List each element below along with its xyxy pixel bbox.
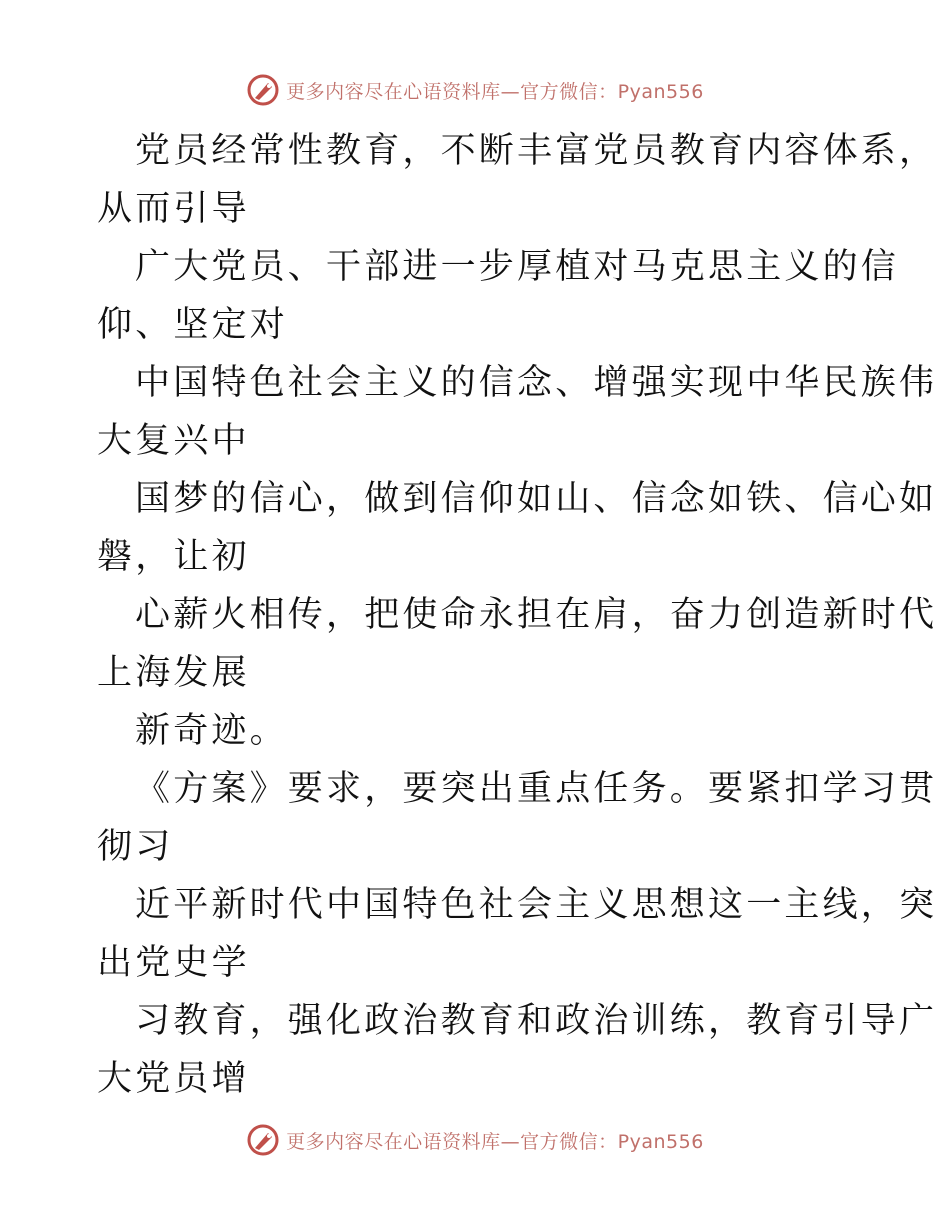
text-line: 心薪火相传，把使命永担在肩，奋力创造新时代 (135, 595, 938, 635)
text-line: 中国特色社会主义的信念、增强实现中华民族伟 (135, 363, 938, 403)
text-line: 大复兴中 (97, 421, 250, 461)
text-line: 近平新时代中国特色社会主义思想这一主线，突 (135, 885, 938, 925)
text-line: 广大党员、干部进一步厚植对马克思主义的信 (135, 247, 900, 287)
text-line: 磐，让初 (97, 537, 250, 577)
pen-nib-logo-icon (246, 73, 280, 107)
text-line: 习教育，强化政治教育和政治训练，教育引导广 (135, 1001, 938, 1041)
pen-nib-logo-icon (246, 1123, 280, 1157)
text-line: 上海发展 (97, 653, 250, 693)
text-line: 新奇迹。 (135, 711, 288, 751)
text-line: 仰、坚定对 (97, 305, 289, 345)
text-line: 国梦的信心，做到信仰如山、信念如铁、信心如 (135, 479, 938, 519)
watermark-text: 更多内容尽在心语资料库—官方微信：Pyan556 (286, 80, 704, 103)
text-line: 从而引导 (97, 189, 250, 229)
text-line: 党员经常性教育，不断丰富党员教育内容体系， (135, 131, 938, 171)
text-line: 大党员增 (97, 1059, 250, 1099)
footer-watermark (0, 1120, 950, 1160)
document-body (97, 122, 938, 1108)
text-line: 彻习 (97, 827, 174, 867)
text-line: 出党史学 (97, 943, 250, 983)
watermark-text: 更多内容尽在心语资料库—官方微信：Pyan556 (286, 1130, 704, 1153)
text-line: 《方案》要求，要突出重点任务。要紧扣学习贯 (135, 769, 938, 809)
header-watermark (0, 70, 950, 110)
